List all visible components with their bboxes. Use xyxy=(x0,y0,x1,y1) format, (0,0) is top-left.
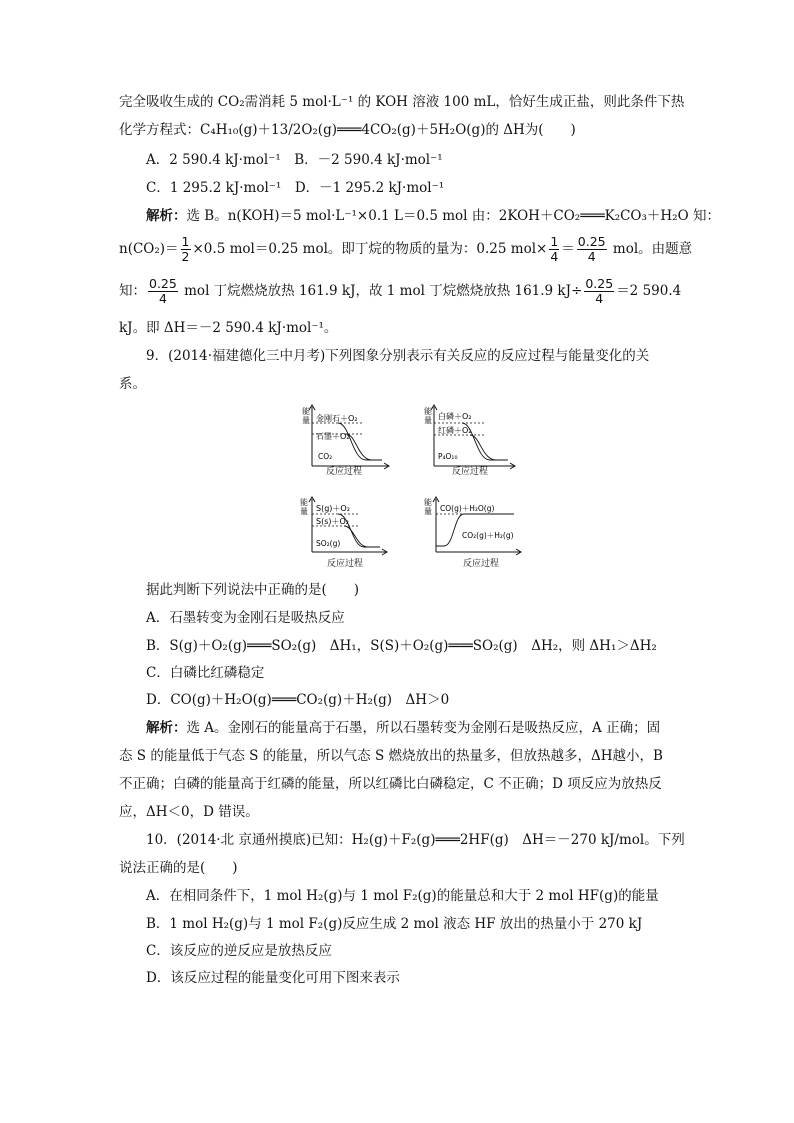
svg-text:量: 量 xyxy=(424,416,432,425)
solution-text: 选 B。n(KOH)＝5 mol·L⁻¹×0.1 L＝0.5 mol 由：2KOH＋CO₂═══K₂CO₃＋H₂O 知： xyxy=(186,208,720,224)
level-label-mid: 红磷＋O₂ xyxy=(438,426,472,435)
svg-text:量: 量 xyxy=(302,416,310,425)
q10-option-b: B．1 mol H₂(g)与 1 mol F₂(g)反应生成 2 mol 液态 HF 放出的热量小于 270 kJ xyxy=(146,916,643,932)
q9-stem-line-1: 9．(2014·福建德化三中月考)下列图象分别表示有关反应的反应过程与能量变化的关 xyxy=(146,348,650,364)
y-axis-label: 能 xyxy=(300,498,308,507)
level-label-mid: S(s)＋O₂ xyxy=(316,517,349,526)
q9-solution-line-3: 不正确；白磷的能量高于红磷的能量，所以红磷比白磷稳定，C 不正确；D 项反应为放热反 xyxy=(119,776,662,792)
level-label-top: 白磷＋O₂ xyxy=(438,412,472,421)
prev-line-1: 完全吸收生成的 CO₂需消耗 5 mol·L⁻¹ 的 KOH 溶液 100 mL，恰好生成正盐，则此条件下热 xyxy=(119,94,685,110)
solution-label: 解析： xyxy=(146,208,187,224)
q10-stem-line-1: 10．(2014·北 京通州摸底)已知：H₂(g)＋F₂(g)═══2HF(g) ΔH＝－270 kJ/mol。下列 xyxy=(146,832,685,848)
solution-label: 解析： xyxy=(146,720,187,736)
level-label-mid: CO₂(g)＋H₂(g) xyxy=(462,531,514,540)
q10-option-c: C．该反应的逆反应是放热反应 xyxy=(146,943,332,959)
level-label-bottom: P₄O₁₀ xyxy=(438,452,458,461)
fraction-one-half: $\frac{1}{2}$ xyxy=(181,234,190,264)
solution-text: mol。由题意 xyxy=(608,241,693,257)
q9-solution-line-1 xyxy=(146,718,660,738)
svg-text:量: 量 xyxy=(300,507,308,516)
level-label-bottom: CO₂ xyxy=(318,452,333,461)
q9-option-a: A．石墨转变为金刚石是吸热反应 xyxy=(146,610,345,626)
energy-diagram-sulfur xyxy=(300,496,390,558)
q9-option-c: C．白磷比红磷稳定 xyxy=(146,665,265,681)
x-axis-label: 反应过程 xyxy=(452,467,489,477)
prev-solution-line-2: n(CO₂)＝ $\frac{1}{2}$ ×0.5 mol＝0.25 mol。即丁烷的物质的量为：0.25 mol× $\frac{1}{4}$ ＝ $\frac{0.25}{4}$ mol。由题意 xyxy=(119,234,693,264)
q10-option-d: D．该反应过程的能量变化可用下图来表示 xyxy=(146,970,400,986)
level-label-bottom: SO₂(g) xyxy=(316,539,341,548)
level-label-top: S(g)＋O₂ xyxy=(316,504,350,513)
energy-diagram-water-gas xyxy=(424,496,524,558)
prev-options-ab: A．2 590.4 kJ·mol⁻¹ B．－2 590.4 kJ·mol⁻¹ xyxy=(146,152,443,168)
q9-solution-line-4: 应，ΔH＜0，D 错误。 xyxy=(119,804,259,820)
level-label-top: CO(g)＋H₂O(g) xyxy=(440,504,495,513)
prev-line-2: 化学方程式：C₄H₁₀(g)＋13/2O₂(g)═══4CO₂(g)＋5H₂O(g)的 ΔH为( ) xyxy=(119,122,576,138)
y-axis-label: 能 xyxy=(424,498,432,507)
x-axis-label: 反应过程 xyxy=(327,559,364,569)
q9-stem-line-2: 系。 xyxy=(119,376,146,392)
level-label-top: 金刚石＋O₂ xyxy=(316,414,358,423)
q9-option-d: D．CO(g)＋H₂O(g)═══CO₂(g)＋H₂(g) ΔH＞0 xyxy=(146,692,450,708)
q10-stem-line-2: 说法正确的是( ) xyxy=(119,860,238,876)
y-axis-label: 能 xyxy=(424,407,432,416)
solution-text: ×0.5 mol＝0.25 mol。即丁烷的物质的量为：0.25 mol× xyxy=(192,241,548,257)
prev-solution-line-1 xyxy=(146,206,720,226)
q9-stem: 据此判断下列说法中正确的是( ) xyxy=(146,582,360,598)
solution-text: 选 A。金刚石的能量高于石墨，所以石墨转变为金刚石是吸热反应，A 正确；固 xyxy=(186,720,661,736)
prev-solution-line-4: kJ。即 ΔH＝－2 590.4 kJ·mol⁻¹。 xyxy=(119,320,338,336)
q10-option-a: A．在相同条件下，1 mol H₂(g)与 1 mol F₂(g)的能量总和大于 2 mol HF(g)的能量 xyxy=(146,888,659,904)
solution-text: n(CO₂)＝ xyxy=(119,241,179,257)
y-axis-label: 能 xyxy=(302,407,310,416)
svg-text:量: 量 xyxy=(424,507,432,516)
x-axis-label: 反应过程 xyxy=(326,467,363,477)
prev-options-cd: C．1 295.2 kJ·mol⁻¹ D．－1 295.2 kJ·mol⁻¹ xyxy=(146,180,445,196)
prev-solution-line-3: 知： $\frac{0.25}{4}$ mol 丁烷燃烧放热 161.9 kJ，故 1 mol 丁烷燃烧放热 161.9 kJ÷ $\frac{0.25}{4}$ ＝2 590.4 xyxy=(119,276,682,306)
fraction-one-quarter: $\frac{1}{4}$ xyxy=(550,234,559,264)
fraction-025-over-4: $\frac{0.25}{4}$ xyxy=(585,276,614,306)
fraction-025-over-4: $\frac{0.25}{4}$ xyxy=(149,276,177,306)
q9-option-b: B．S(g)＋O₂(g)═══SO₂(g) ΔH₁，S(S)＋O₂(g)═══SO₂(g) ΔH₂，则 ΔH₁＞ΔH₂ xyxy=(146,638,657,654)
solution-text: mol 丁烷燃烧放热 161.9 kJ，故 1 mol 丁烷燃烧放热 161.9 kJ÷ xyxy=(179,283,583,299)
x-axis-label: 反应过程 xyxy=(463,559,500,569)
level-label-mid: 石墨＋O₂ xyxy=(316,432,350,441)
q9-solution-line-2: 态 S 的能量低于气态 S 的能量，所以气态 S 燃烧放出的热量多，但放热越多，ΔH越小，B xyxy=(119,748,663,764)
fraction-025-over-4: $\frac{0.25}{4}$ xyxy=(577,234,606,264)
